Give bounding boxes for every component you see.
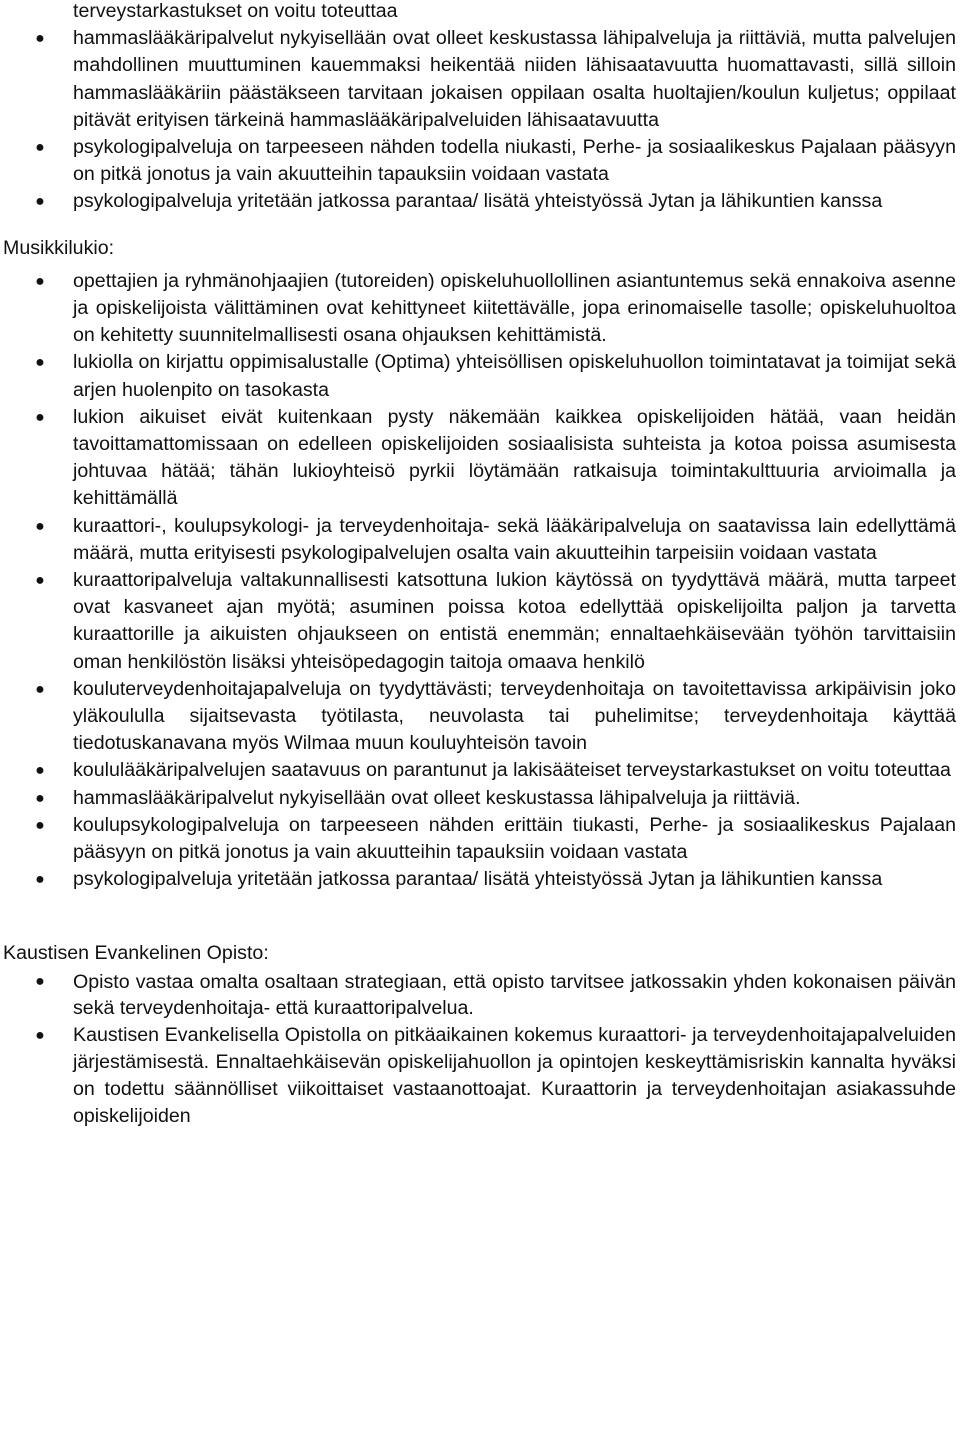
list-item-text: opettajien ja ryhmänohjaajien (tutoreiden) opiskeluhuollollinen asiantuntemus sekä ennakoiva asenne ja opiskelijoista välittäminen ovat kehittyneet kiitettävälle, jopa erinomaiselle tasolle; opiskeluhuoltoa on kehitetty suunnitelmallisesti osana ohjauksen kehittämistä. xyxy=(73,269,956,347)
list-item-text: kouluterveydenhoitajapalveluja on tyydyttävästi; terveydenhoitaja on tavoitettavissa arkipäivisin joko yläkoululla sijaitsevasta työtilasta, neuvolasta tai puhelimitse; terveydenhoitaja käyttää tiedotuskanavana myös Wilmaa muun kouluyhteisön tavoin xyxy=(73,677,956,755)
list-item-text: koululääkäripalvelujen saatavuus on parantunut ja lakisääteiset terveystarkastukset on voitu toteuttaa xyxy=(73,759,951,782)
bullet-icon: ● xyxy=(35,680,45,698)
bullet-icon: ● xyxy=(35,572,45,590)
musikkilukio-bullet-list xyxy=(0,268,960,894)
bullet-icon: ● xyxy=(35,789,45,807)
bullet-icon: ● xyxy=(35,517,45,535)
list-item xyxy=(0,757,960,784)
bullet-icon: ● xyxy=(35,139,45,157)
list-item xyxy=(0,268,960,350)
list-item-text: kuraattori-, koulupsykologi- ja terveydenhoitaja- sekä lääkäripalveluja on saatavissa lain edellyttämä määrä, mutta erityisesti psykologipalvelujen osalta vain akuutteihin tarpeisiin voidaan vastata xyxy=(73,514,956,564)
continuation-text: terveystarkastukset on voitu toteuttaa xyxy=(73,0,398,22)
list-item-text: psykologipalveluja yritetään jatkossa parantaa/ lisätä yhteistyössä Jytan ja lähikuntien kanssa xyxy=(73,868,883,891)
bullet-icon: ● xyxy=(35,816,45,834)
list-item xyxy=(0,969,960,1022)
kaustinen-bullet-list xyxy=(0,969,960,1131)
bullet-icon: ● xyxy=(35,972,45,990)
section-heading-musikkilukio: Musikkilukio: xyxy=(3,236,115,259)
section-heading-kaustinen: Kaustisen Evankelinen Opisto: xyxy=(3,941,269,964)
list-item xyxy=(0,404,960,513)
list-item xyxy=(0,513,960,567)
list-item xyxy=(0,785,960,812)
list-item xyxy=(0,134,960,188)
bullet-icon: ● xyxy=(35,193,45,211)
top-bullet-list xyxy=(0,25,960,215)
list-item-text: lukiolla on kirjattu oppimisalustalle (Optima) yhteisöllisen opiskeluhuollon toimintatavat ja toimijat sekä arjen huolenpito on tasokasta xyxy=(73,351,956,401)
list-item xyxy=(0,866,960,893)
list-item-text: Kaustisen Evankelisella Opistolla on pitkäaikainen kokemus kuraattori- ja terveydenhoitajapalveluiden järjestämisestä. Ennaltaehkäisevän opiskelijahuollon ja opintojen keskeyttämisriskin kannalta hyväksi on todettu säännölliset viikoittaiset vastaanottoajat. Kuraattorin ja terveydenhoitajan asiakassuhde opiskelijoiden xyxy=(73,1023,956,1128)
bullet-icon: ● xyxy=(35,871,45,889)
list-item-text: psykologipalveluja on tarpeeseen nähden todella niukasti, Perhe- ja sosiaalikeskus Pajalaan pääsyyn on pitkä jonotus ja vain akuutteihin tapauksiin voidaan vastata xyxy=(73,136,956,186)
list-item-text: lukion aikuiset eivät kuitenkaan pysty näkemään kaikkea opiskelijoiden hätää, vaan heidän tavoittamattomissaan on edelleen opiskelijoiden sosiaalisista suhteista ja kotoa poissa asumisesta johtuvaa hätää; tähän lukioyhteisö pyrkii löytämään ratkaisuja toimintakulttuuria arvioimalla ja kehittämällä xyxy=(73,405,956,510)
list-item-text: koulupsykologipalveluja on tarpeeseen nähden erittäin tiukasti, Perhe- ja sosiaalikeskus Pajalaan pääsyyn on pitkä jonotus ja vain akuutteihin tapauksiin voidaan vastata xyxy=(73,813,956,864)
bullet-icon: ● xyxy=(35,272,45,290)
bullet-icon: ● xyxy=(35,30,45,48)
bullet-icon: ● xyxy=(35,354,45,372)
list-item-text: hammaslääkäripalvelut nykyisellään ovat olleet keskustassa lähipalveluja ja riittäviä, mutta palvelujen mahdollinen muuttuminen kauemmaksi heikentää niiden lähisaatavuutta huomattavasti, sillä silloin hammaslääkäriin päästäkseen tarvitaan jokaisen oppilaan osalta huoltajien/koulun kuljetus; oppilaat pitävät erityisen tärkeinä hammaslääkäripalveluiden lähisaatavuutta xyxy=(73,27,956,131)
list-item-text: psykologipalveluja yritetään jatkossa parantaa/ lisätä yhteistyössä Jytan ja lähikuntien kanssa xyxy=(73,190,883,213)
list-item-text: Opisto vastaa omalta osaltaan strategiaan, että opisto tarvitsee jatkossakin yhden kokonaisen päivän sekä terveydenhoitaja- että kuraattoripalvelua. xyxy=(73,970,956,1020)
list-item-text: kuraattoripalveluja valtakunnallisesti katsottuna lukion käytössä on tyydyttävä määrä, mutta tarpeet ovat kasvaneet ajan myötä; asuminen poissa kotoa edellyttää opiskelijoilta paljon ja tarvetta kuraattorille ja aikuisten ohjaukseen on entistä enemmän; ennaltaehkäisevään työhön tarvittaisiin oman henkilöstön lisäksi yhteisöpedagogin taitoja omaava henkilö xyxy=(73,569,956,673)
list-item xyxy=(0,676,960,758)
list-item xyxy=(0,25,960,134)
list-item-text: hammaslääkäripalvelut nykyisellään ovat olleet keskustassa lähipalveluja ja riittäviä. xyxy=(73,786,801,809)
bullet-icon: ● xyxy=(35,1026,45,1044)
list-item xyxy=(0,812,960,866)
list-item xyxy=(0,567,960,676)
list-item xyxy=(0,1022,960,1131)
bullet-icon: ● xyxy=(35,408,45,426)
list-item xyxy=(0,188,960,215)
list-item xyxy=(0,349,960,403)
bullet-icon: ● xyxy=(35,762,45,780)
